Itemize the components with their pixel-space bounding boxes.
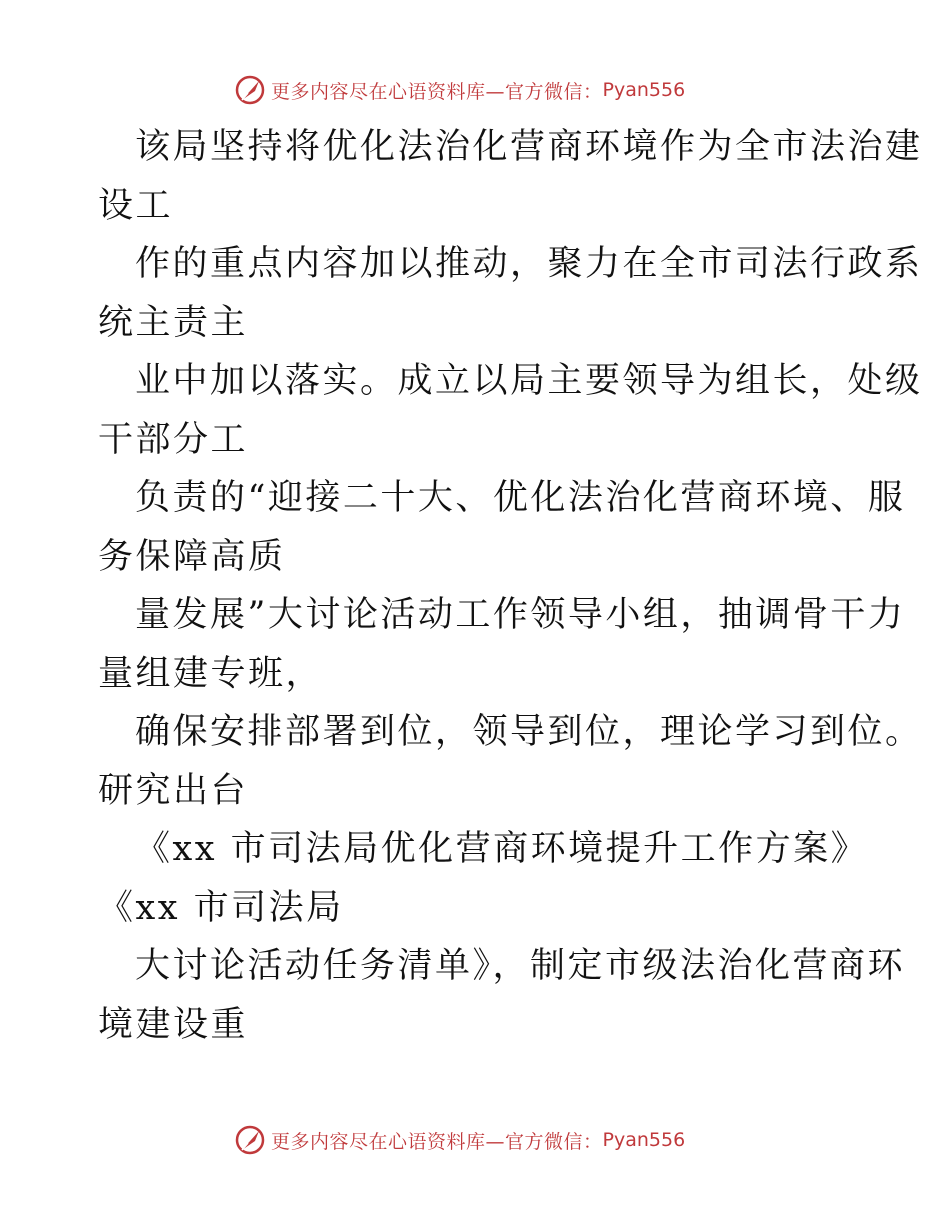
quill-logo-icon <box>233 1123 267 1157</box>
body-line: 干部分工 <box>98 419 249 460</box>
header-watermark <box>233 73 685 107</box>
body-line: 《xx 市司法局 <box>98 887 344 928</box>
body-line: 确保安排部署到位，领导到位，理论学习到位。 <box>135 712 923 752</box>
body-line: 业中加以落实。成立以局主要领导为组长，处级 <box>135 361 923 401</box>
body-line: 设工 <box>98 185 174 226</box>
footer-watermark <box>233 1123 685 1157</box>
body-line: 量发展”大讨论活动工作领导小组，抽调骨干力 <box>135 595 906 635</box>
body-line: 该局坚持将优化法治化营商环境作为全市法治建 <box>135 127 923 167</box>
body-line: 作的重点内容加以推动，聚力在全市司法行政系 <box>135 244 923 284</box>
body-line: 《xx 市司法局优化营商环境提升工作方案》 <box>135 829 869 869</box>
body-line: 大讨论活动任务清单》，制定市级法治化营商环 <box>135 946 906 986</box>
body-line: 负责的“迎接二十大、优化法治化营商环境、服 <box>135 478 906 518</box>
body-line: 境建设重 <box>98 1004 249 1045</box>
body-line: 研究出台 <box>98 770 249 811</box>
body-line: 量组建专班， <box>98 653 324 694</box>
body-line: 统主责主 <box>98 302 249 343</box>
quill-logo-icon <box>233 73 267 107</box>
wechat-id: Pyan556 <box>602 79 686 101</box>
watermark-text: 更多内容尽在心语资料库—官方微信： <box>271 80 603 103</box>
watermark-text: 更多内容尽在心语资料库—官方微信： <box>271 1130 603 1153</box>
document-body <box>98 118 923 1054</box>
body-line: 务保障高质 <box>98 536 286 577</box>
wechat-id: Pyan556 <box>602 1129 686 1151</box>
